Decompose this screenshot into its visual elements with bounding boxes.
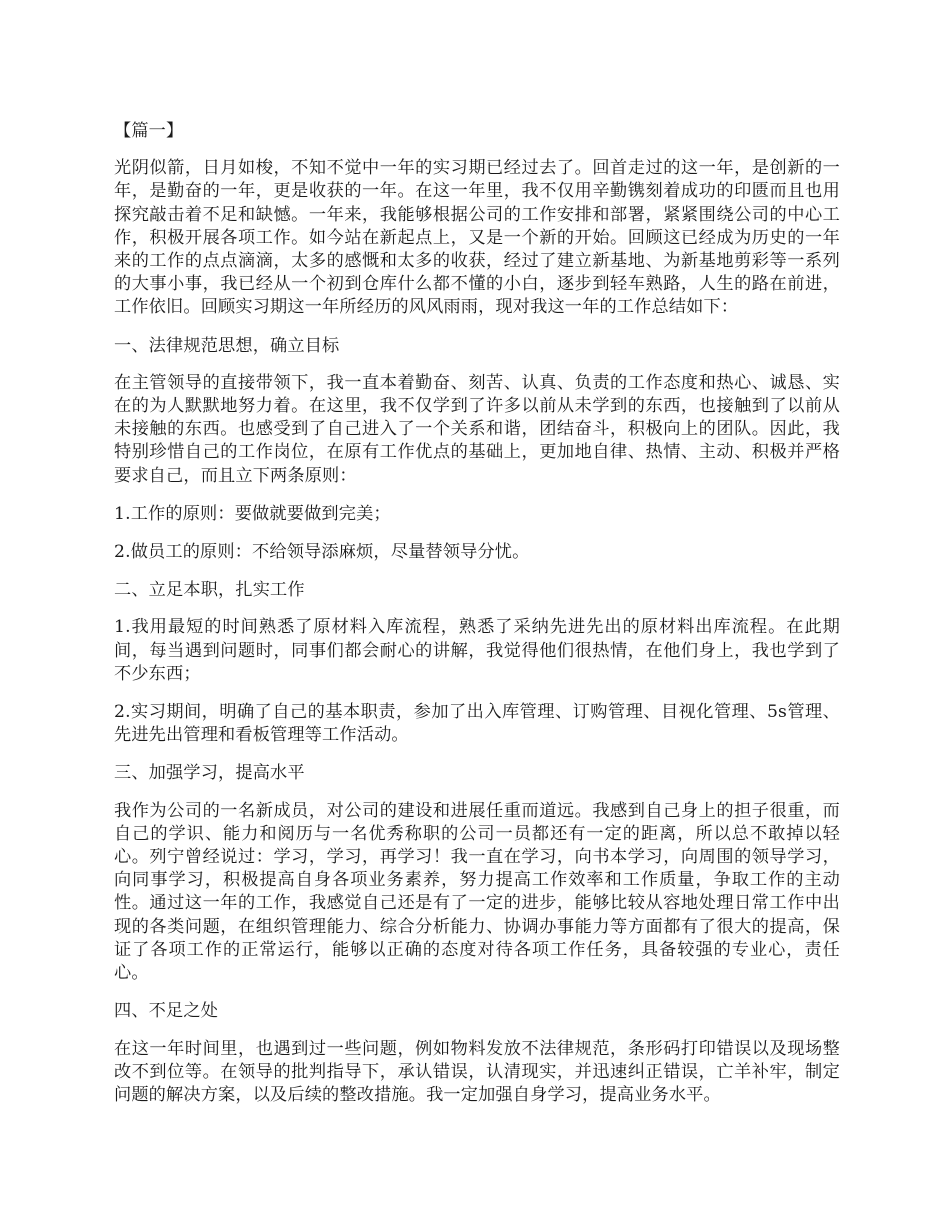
intro-paragraph: 光阴似箭，日月如梭，不知不觉中一年的实习期已经过去了。回首走过的这一年，是创新的一年，是勤奋的一年，更是收获的一年。在这一年里，我不仅用辛勤镌刻着成功的印匮而且也用探究敲击着不足和缺憾。一年来，我能够根据公司的工作安排和部署，紧紧围绕公司的中心工作，积极开展各项工作。如今站在新起点上，又是一个新的开始。回顾这已经成为历史的一年来的工作的点点滴滴，太多的感慨和太多的收获，经过了建立新基地、为新基地剪彩等一系列的大事小事，我已经从一个初到仓库什么都不懂的小白，逐步到轻车熟路，人生的路在前进，工作依旧。回顾实习期这一年所经历的风风雨雨，现对我这一年的工作总结如下： [114,158,840,318]
section-heading-1: 一、法律规范思想，确立目标 [114,335,340,356]
section-heading-3: 三、加强学习，提高水平 [114,763,305,784]
principle-item-2: 2.做员工的原则：不给领导添麻烦，尽量替领导分忧。 [114,542,530,563]
section-1-paragraph: 在主管领导的直接带领下，我一直本着勤奋、刻苦、认真、负责的工作态度和热心、诚恳、实在的为人默默地努力着。在这里，我不仅学到了许多以前从未学到的东西，也接触到了以前从未接触的东西。也感受到了自己进入了一个关系和谐，团结奋斗，积极向上的团队。因此，我特别珍惜自己的工作岗位，在原有工作优点的基础上，更加地自律、热情、主动、积极并严格要求自己，而且立下两条原则： [114,372,840,486]
section-4-paragraph: 在这一年时间里，也遇到过一些问题，例如物料发放不法律规范，条形码打印错误以及现场整改不到位等。在领导的批判指导下，承认错误，认清现实，并迅速纠正错误，亡羊补牢，制定问题的解决方案，以及后续的整改措施。我一定加强自身学习，提高业务水平。 [114,1038,840,1105]
section-2-item-1: 1.我用最短的时间熟悉了原材料入库流程，熟悉了采纳先进先出的原材料出库流程。在此期间，每当遇到问题时，同事们都会耐心的讲解，我觉得他们很热情，在他们身上，我也学到了不少东西； [114,617,840,684]
section-2-item-2: 2.实习期间，明确了自己的基本职责，参加了出入库管理、订购管理、目视化管理、5s管理、先进先出管理和看板管理等工作活动。 [114,702,840,746]
document-body [114,120,840,1122]
document-title: 【篇一】 [114,121,184,141]
section-heading-2: 二、立足本职，扎实工作 [114,580,305,601]
principle-item-1: 1.工作的原则：要做就要做到完美； [114,503,391,524]
section-heading-4: 四、不足之处 [114,1001,219,1022]
section-3-paragraph: 我作为公司的一名新成员，对公司的建设和进展任重而道远。我感到自己身上的担子很重，而自己的学识、能力和阅历与一名优秀称职的公司一员都还有一定的距离，所以总不敢掉以轻心。列宁曾经说过：学习，学习，再学习！我一直在学习，向书本学习，向周围的领导学习，向同事学习，积极提高自身各项业务素养，努力提高工作效率和工作质量，争取工作的主动性。通过这一年的工作，我感觉自己还是有了一定的进步，能够比较从容地处理日常工作中出现的各类问题，在组织管理能力、综合分析能力、协调办事能力等方面都有了很大的提高，保证了各项工作的正常运行，能够以正确的态度对待各项工作任务，具备较强的专业心，责任心。 [114,800,840,984]
